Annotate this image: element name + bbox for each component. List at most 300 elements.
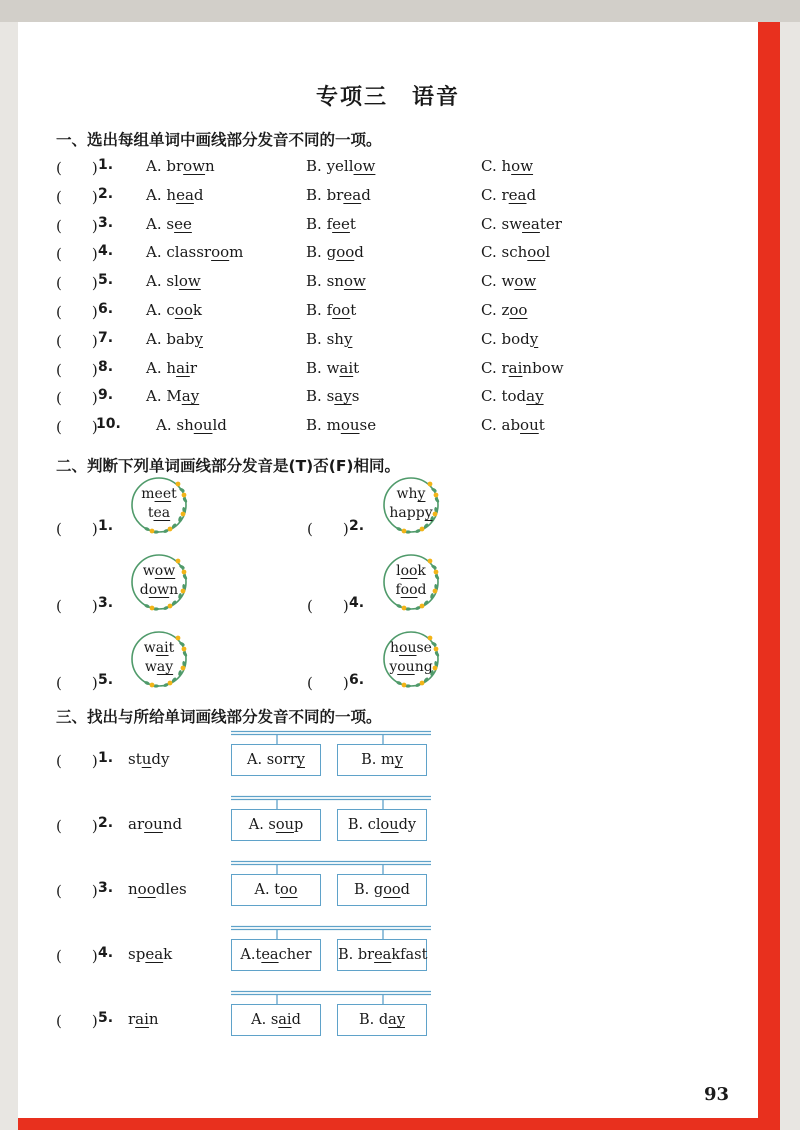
option-word-underlined: ea: [508, 185, 527, 204]
word-wreath: [382, 630, 440, 688]
word-pre: t: [147, 505, 154, 521]
word-pre: happ: [389, 505, 425, 521]
option-label: B.: [306, 329, 322, 348]
red-side-border: [758, 22, 780, 1130]
option-label: C.: [481, 358, 497, 377]
word-underlined: ou: [399, 640, 417, 656]
question-number: 3.: [98, 214, 114, 231]
question-row: [56, 416, 756, 438]
given-underlined: ea: [145, 945, 164, 963]
option-box-a[interactable]: [231, 874, 321, 906]
option-b: [306, 272, 366, 290]
option-word-underlined: ai: [508, 358, 523, 377]
wreath-word-1: [382, 563, 440, 579]
option-word-underlined: ow: [514, 272, 537, 291]
option-label: C.: [481, 157, 497, 175]
option-word-pre: bab: [166, 329, 195, 348]
option-b: [306, 387, 359, 405]
option-word-post: ld: [212, 416, 227, 435]
option-underlined: y: [296, 752, 305, 768]
option-underlined: ay: [388, 1012, 405, 1028]
given-post: nd: [162, 815, 183, 833]
option-word-post: d: [361, 185, 371, 204]
option-word-underlined: ow: [178, 272, 201, 291]
option-b: [306, 186, 371, 204]
option-underlined: y: [394, 752, 403, 768]
option-c: [481, 301, 527, 319]
wreath-word-2: [130, 505, 188, 521]
word-underlined: ow: [154, 563, 176, 579]
word-underlined: y: [424, 505, 433, 521]
wreath-word-2: [382, 582, 440, 598]
option-word-post: d: [354, 243, 364, 262]
question-number: 6.: [349, 672, 365, 688]
option-word-pre: z: [501, 301, 510, 319]
option-word-underlined: oo: [527, 243, 546, 262]
option-word-underlined: oo: [336, 243, 355, 262]
question-number: 6.: [98, 301, 114, 317]
option-word-post: d: [526, 185, 537, 204]
option-c: [481, 243, 550, 261]
answer-blank[interactable]: ( ): [56, 303, 98, 321]
option-word-pre: f: [326, 214, 333, 233]
word-underlined: ay: [156, 659, 174, 675]
option-label: C.: [481, 185, 497, 204]
question-row: [56, 157, 756, 179]
scan-top-edge: [0, 0, 800, 22]
word-wreath: [382, 553, 440, 611]
option-word-post: d: [193, 185, 204, 204]
answer-blank[interactable]: ( ): [56, 245, 98, 264]
option-word-pre: w: [501, 272, 515, 291]
option-b: [306, 330, 352, 348]
option-label: B.: [306, 214, 322, 233]
option-word-post: se: [359, 416, 377, 435]
option-c: [481, 387, 544, 405]
given-pre: ar: [128, 815, 145, 833]
option-word-post: r: [189, 358, 197, 377]
wreath-word-2: [382, 505, 440, 521]
option-word-underlined: ou: [193, 416, 213, 435]
given-underlined: ai: [135, 1010, 149, 1028]
option-word-pre: ab: [501, 416, 521, 435]
option-label: C.: [481, 416, 497, 435]
question-number: 8.: [98, 358, 114, 375]
word-pre: l: [396, 563, 401, 579]
given-post: dles: [155, 880, 187, 898]
section2-heading: 二、判断下列单词画线部分发音是(T)否(F)相同。: [56, 457, 400, 475]
answer-blank[interactable]: ( ): [56, 674, 98, 692]
option-c: [481, 416, 545, 434]
word-pre: wh: [396, 486, 418, 502]
option-word-post: n: [205, 157, 215, 175]
option-box-a[interactable]: [231, 744, 321, 776]
question-number: 4.: [98, 243, 114, 260]
answer-blank[interactable]: ( ): [307, 597, 349, 615]
word-post: t: [168, 640, 175, 656]
answer-blank[interactable]: ( ): [56, 360, 98, 379]
question-number: 5.: [98, 672, 114, 688]
option-a: [146, 157, 215, 175]
question-number: 3.: [98, 595, 114, 611]
option-underlined: oo: [280, 882, 298, 898]
option-b: [306, 157, 375, 175]
option-word-pre: M: [166, 387, 182, 406]
wreath-word-1: [382, 640, 440, 656]
word-underlined: oo: [400, 582, 418, 598]
option-word-pre: br: [326, 185, 344, 204]
option-underlined: ou: [380, 817, 399, 833]
word-post: n: [169, 582, 179, 598]
given-underlined: ou: [144, 815, 163, 833]
word-pre: w: [142, 563, 155, 579]
question-number: 2.: [349, 518, 365, 534]
answer-blank[interactable]: ( ): [56, 187, 98, 206]
option-b: [306, 301, 356, 319]
option-word-post: k: [192, 301, 202, 319]
given-pre: n: [128, 880, 138, 898]
question-number: 4.: [349, 595, 365, 611]
word-post: se: [416, 640, 432, 656]
option-word-underlined: ay: [526, 387, 544, 406]
option-label: B.: [306, 387, 322, 406]
wreath-word-2: [130, 582, 188, 598]
option-label: B.: [306, 272, 322, 291]
word-post: t: [171, 486, 177, 502]
option-a: [146, 330, 203, 348]
option-word-pre: f: [326, 301, 333, 319]
option-word-underlined: ou: [520, 416, 539, 435]
option-b: [306, 243, 364, 261]
option-b: [306, 215, 356, 233]
word-underlined: ou: [397, 659, 415, 675]
given-word: [128, 1010, 159, 1028]
option-label: A.: [146, 329, 162, 348]
option-word-pre: s: [166, 214, 175, 233]
option-word-pre: h: [501, 157, 512, 175]
option-word-pre: r: [501, 185, 509, 204]
word-wreath: [130, 476, 188, 534]
option-word-pre: s: [326, 387, 335, 406]
option-label: A.: [146, 387, 162, 406]
option-post: p: [293, 817, 304, 833]
option-word-pre: sch: [501, 243, 528, 262]
option-word-underlined: ow: [353, 157, 376, 175]
given-post: dy: [151, 750, 170, 768]
page-number: 93: [704, 1084, 730, 1105]
given-word: [128, 945, 172, 963]
option-word-underlined: ow: [511, 157, 534, 175]
option-word-pre: classr: [166, 243, 212, 262]
option-post: d: [400, 882, 410, 898]
word-underlined: y: [417, 486, 426, 502]
option-word-post: s: [351, 387, 360, 406]
option-a: [146, 272, 201, 290]
answer-blank[interactable]: ( ): [56, 1012, 98, 1030]
option-word-post: t: [349, 214, 356, 233]
answer-blank[interactable]: ( ): [307, 674, 349, 692]
option-label: B.: [306, 243, 322, 262]
question-row: [56, 387, 756, 409]
wreath-word-2: [382, 659, 440, 675]
option-word-underlined: ou: [340, 416, 360, 435]
wreath-word-1: [130, 486, 188, 502]
option-word-pre: m: [326, 416, 341, 435]
wreath-word-1: [130, 640, 188, 656]
option-underlined: ou: [275, 817, 294, 833]
option-box-b[interactable]: [337, 874, 427, 906]
option-word-underlined: ea: [343, 185, 362, 204]
word-underlined: ow: [148, 582, 170, 598]
question-number: 9.: [98, 387, 114, 404]
option-word-underlined: y: [529, 329, 539, 348]
question-number: 5.: [98, 272, 114, 289]
option-box-b[interactable]: [337, 744, 427, 776]
question-number: 7.: [98, 329, 114, 346]
option-label: A.: [156, 416, 172, 435]
question-row: [56, 215, 756, 237]
option-pre: B. m: [361, 752, 395, 768]
option-box-b[interactable]: [337, 939, 427, 971]
option-a: [156, 416, 227, 434]
given-underlined: oo: [137, 880, 156, 898]
option-underlined: oo: [383, 882, 401, 898]
option-word-pre: sl: [166, 272, 179, 291]
question-number: 4.: [98, 945, 114, 961]
option-underlined: ai: [278, 1012, 292, 1028]
option-pre: A.t: [240, 947, 262, 963]
given-underlined: u: [141, 750, 152, 768]
option-c: [481, 186, 536, 204]
option-a: [146, 243, 243, 261]
option-label: C.: [481, 272, 497, 291]
word-pre: h: [390, 640, 400, 656]
option-word-pre: yell: [326, 157, 354, 175]
option-word-underlined: oo: [509, 301, 528, 319]
option-word-underlined: ay: [334, 387, 352, 406]
option-word-pre: c: [166, 301, 175, 319]
option-label: A.: [146, 214, 162, 233]
option-word-pre: g: [326, 243, 337, 262]
given-pre: sp: [128, 945, 146, 963]
option-label: B.: [306, 157, 322, 175]
option-label: A.: [146, 243, 162, 262]
option-underlined: ea: [374, 947, 392, 963]
option-box-a[interactable]: [231, 809, 321, 841]
option-box-b[interactable]: [337, 1004, 427, 1036]
option-bracket: [231, 860, 431, 920]
answer-blank[interactable]: ( ): [56, 947, 98, 965]
answer-blank[interactable]: ( ): [56, 418, 98, 437]
answer-blank[interactable]: ( ): [307, 520, 349, 538]
question-number: 2.: [98, 815, 114, 831]
option-word-underlined: ea: [176, 185, 194, 204]
option-a: [146, 359, 197, 377]
option-word-underlined: y: [343, 329, 353, 348]
option-c: [481, 359, 564, 377]
question-row: [56, 301, 756, 323]
question-row: [56, 243, 756, 265]
option-a: [146, 186, 204, 204]
given-post: n: [148, 1010, 159, 1028]
option-box-a[interactable]: [231, 1004, 321, 1036]
answer-blank[interactable]: ( ): [56, 389, 98, 408]
option-word-post: t: [538, 416, 545, 435]
word-wreath: [382, 476, 440, 534]
question-number: 1.: [98, 518, 114, 534]
option-word-pre: h: [166, 358, 177, 377]
option-word-underlined: ow: [183, 157, 206, 175]
option-label: A.: [146, 157, 162, 175]
option-word-underlined: ai: [176, 358, 190, 377]
word-post: ng: [414, 659, 433, 675]
word-pre: w: [143, 640, 156, 656]
option-pre: B. g: [354, 882, 384, 898]
question-row: [56, 330, 756, 352]
word-pre: f: [395, 582, 401, 598]
question-row: [56, 186, 756, 208]
answer-blank[interactable]: ( ): [56, 882, 98, 900]
given-word: [128, 750, 169, 768]
option-underlined: ea: [261, 947, 279, 963]
answer-blank[interactable]: ( ): [56, 331, 98, 350]
given-pre: r: [128, 1010, 136, 1028]
option-label: A.: [146, 358, 162, 377]
option-pre: A. t: [254, 882, 281, 898]
option-word-post: ter: [539, 214, 562, 233]
title-part1: 专项三: [315, 84, 388, 110]
word-underlined: ee: [154, 486, 172, 502]
option-word-underlined: y: [194, 329, 204, 348]
wreath-word-1: [130, 563, 188, 579]
option-label: C.: [481, 329, 497, 348]
worksheet-page: [18, 22, 758, 1118]
option-post: cher: [278, 947, 312, 963]
option-c: [481, 272, 536, 290]
question-number: 2.: [98, 185, 114, 202]
given-word: [128, 880, 187, 898]
option-a: [146, 215, 192, 233]
option-label: B.: [306, 301, 322, 319]
option-label: B.: [306, 358, 322, 377]
option-word-pre: sw: [501, 214, 523, 233]
option-c: [481, 157, 533, 175]
given-word: [128, 815, 182, 833]
answer-blank[interactable]: ( ): [56, 597, 98, 615]
option-label: A.: [146, 301, 162, 319]
given-post: k: [163, 945, 173, 963]
question-row: [56, 272, 756, 294]
option-label: B.: [306, 185, 322, 204]
question-number: 1.: [98, 157, 114, 173]
option-bracket: [231, 925, 431, 985]
option-word-post: l: [545, 243, 551, 262]
option-post: d: [291, 1012, 301, 1028]
word-pre: y: [389, 659, 398, 675]
option-b: [306, 416, 376, 434]
answer-blank[interactable]: ( ): [56, 159, 98, 177]
option-pre: A. s: [251, 1012, 279, 1028]
word-underlined: ai: [155, 640, 169, 656]
wreath-word-1: [382, 486, 440, 502]
option-b: [306, 359, 359, 377]
answer-blank[interactable]: ( ): [56, 274, 98, 293]
option-pre: B. br: [338, 947, 375, 963]
option-word-underlined: ee: [332, 214, 350, 233]
option-word-underlined: oo: [211, 243, 230, 262]
option-pre: B. d: [359, 1012, 389, 1028]
question-number: 3.: [98, 880, 114, 896]
option-word-pre: sh: [326, 329, 344, 348]
page-title: [18, 80, 758, 111]
section3-heading: 三、找出与所给单词画线部分发音不同的一项。: [56, 708, 382, 726]
option-box-b[interactable]: [337, 809, 427, 841]
option-word-underlined: oo: [332, 301, 351, 319]
word-pre: d: [139, 582, 149, 598]
option-label: B.: [306, 416, 322, 435]
section1-heading: 一、选出每组单词中画线部分发音不同的一项。: [56, 131, 382, 149]
option-label: C.: [481, 387, 497, 406]
option-label: A.: [146, 185, 162, 204]
option-word-underlined: ai: [339, 358, 354, 377]
option-bracket: [231, 730, 431, 790]
option-word-pre: tod: [501, 387, 527, 406]
option-word-pre: sn: [326, 272, 344, 291]
title-part2: 语音: [412, 84, 461, 110]
question-row: [56, 359, 756, 381]
answer-blank[interactable]: ( ): [56, 520, 98, 538]
word-pre: w: [144, 659, 157, 675]
option-word-pre: r: [501, 358, 509, 377]
option-word-underlined: ee: [174, 214, 192, 233]
option-label: C.: [481, 301, 497, 319]
answer-blank[interactable]: ( ): [56, 817, 98, 835]
option-label: C.: [481, 243, 497, 262]
option-box-a[interactable]: [231, 939, 321, 971]
option-bracket: [231, 795, 431, 855]
option-word-pre: br: [166, 157, 184, 175]
option-a: [146, 387, 199, 405]
option-word-underlined: ea: [522, 214, 540, 233]
option-post: kfast: [391, 947, 428, 963]
option-word-underlined: ay: [181, 387, 200, 406]
option-word-pre: h: [166, 185, 177, 204]
option-word-pre: sh: [176, 416, 194, 435]
word-pre: m: [141, 486, 155, 502]
option-pre: A. sorr: [247, 752, 297, 768]
option-c: [481, 330, 538, 348]
option-pre: B. cl: [347, 817, 381, 833]
word-wreath: [130, 553, 188, 611]
option-label: A.: [146, 272, 162, 291]
given-pre: st: [128, 750, 142, 768]
wreath-word-2: [130, 659, 188, 675]
option-pre: A. s: [248, 817, 276, 833]
option-c: [481, 215, 562, 233]
word-underlined: ea: [153, 505, 171, 521]
option-word-post: nbow: [522, 358, 564, 377]
option-word-underlined: oo: [174, 301, 193, 319]
word-post: d: [417, 582, 427, 598]
option-a: [146, 301, 202, 319]
option-word-underlined: ow: [343, 272, 366, 291]
answer-blank[interactable]: ( ): [56, 752, 98, 770]
option-post: dy: [398, 817, 417, 833]
question-number: 5.: [98, 1010, 114, 1026]
question-number: 1.: [98, 750, 114, 766]
answer-blank[interactable]: ( ): [56, 216, 98, 235]
word-post: k: [417, 563, 426, 579]
